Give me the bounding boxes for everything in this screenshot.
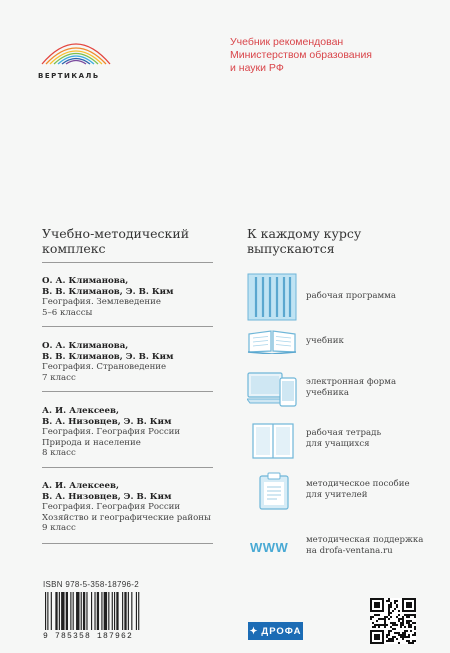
teacher-guide-icon: [259, 472, 289, 514]
book-grade: 5–6 классы: [42, 307, 93, 318]
qr-code-icon: [370, 598, 416, 644]
divider: [42, 391, 213, 392]
book-title: География. География России: [42, 427, 181, 438]
book-subtitle: Природа и население: [42, 437, 141, 448]
endorsement-line: и науки РФ: [230, 62, 284, 74]
drofa-logo: [248, 622, 303, 640]
electronic-form-icon: [247, 370, 297, 412]
drofa-bird-icon: ✦: [249, 625, 259, 637]
complex-heading: [42, 226, 189, 256]
book-title: География. Землеведение: [42, 297, 161, 308]
resource-label: учебник: [306, 336, 344, 346]
book-grade: 8 класс: [42, 448, 76, 459]
program-icon: [247, 273, 297, 325]
barcode: [43, 592, 183, 630]
isbn-text: ISBN 978-5-358-18796-2: [43, 580, 139, 589]
book-title: География. География России: [42, 502, 181, 513]
resource-label: методическое пособие для учителей: [306, 479, 410, 500]
book-authors: А. И. Алексеев,: [42, 481, 119, 491]
book-authors: А. И. Алексеев,: [42, 406, 119, 416]
book-entry: [42, 341, 173, 383]
endorsement-text: [230, 36, 372, 75]
book-entry: [42, 406, 180, 459]
heading-line: К каждому курсу: [247, 226, 362, 241]
drofa-wordmark: ДРОФА: [261, 625, 302, 637]
divider: [42, 543, 213, 544]
barcode-icon: [43, 592, 183, 630]
resources-heading: [247, 226, 361, 256]
heading-line: Учебно-методический: [42, 226, 190, 241]
book-subtitle: Хозяйство и географические районы: [42, 512, 211, 523]
book-title: География. Страноведение: [42, 362, 167, 373]
book-authors: В. А. Низовцев, Э. В. Ким: [42, 416, 172, 427]
heading-line: выпускаются: [247, 241, 335, 256]
resource-label: электронная форма учебника: [306, 377, 397, 398]
vertikal-logo-icon: [38, 30, 114, 68]
publisher-logo: [38, 30, 114, 82]
resource-label: рабочая программа: [306, 291, 396, 301]
book-authors: В. А. Низовцев, Э. В. Ким: [42, 491, 172, 502]
endorsement-line: Учебник рекомендован: [230, 36, 344, 48]
book-entry: [42, 481, 211, 534]
resource-label: рабочая тетрадь для учащихся: [306, 428, 382, 449]
book-grade: 7 класс: [42, 372, 76, 383]
resource-label: методическая поддержка на drofa-ventana.ru: [306, 535, 424, 556]
heading-line: комплекс: [42, 241, 106, 256]
textbook-icon: [247, 328, 297, 358]
qr-code: [370, 598, 416, 644]
book-authors: О. А. Климанова,: [42, 341, 129, 351]
divider: [42, 467, 213, 468]
www-icon: WWW: [250, 540, 289, 555]
logo-wordmark: ВЕРТИКАЛЬ: [38, 72, 100, 80]
divider: [42, 262, 213, 263]
barcode-number: 9 785358 187962: [43, 632, 134, 641]
book-authors: В. В. Климанов, Э. В. Ким: [42, 351, 174, 362]
book-grade: 9 класс: [42, 523, 76, 534]
book-entry: [42, 276, 173, 318]
book-authors: О. А. Климанова,: [42, 276, 129, 286]
workbook-icon: [252, 423, 294, 463]
book-authors: В. В. Климанов, Э. В. Ким: [42, 286, 174, 297]
endorsement-line: Министерством образования: [230, 49, 372, 61]
divider: [42, 326, 213, 327]
